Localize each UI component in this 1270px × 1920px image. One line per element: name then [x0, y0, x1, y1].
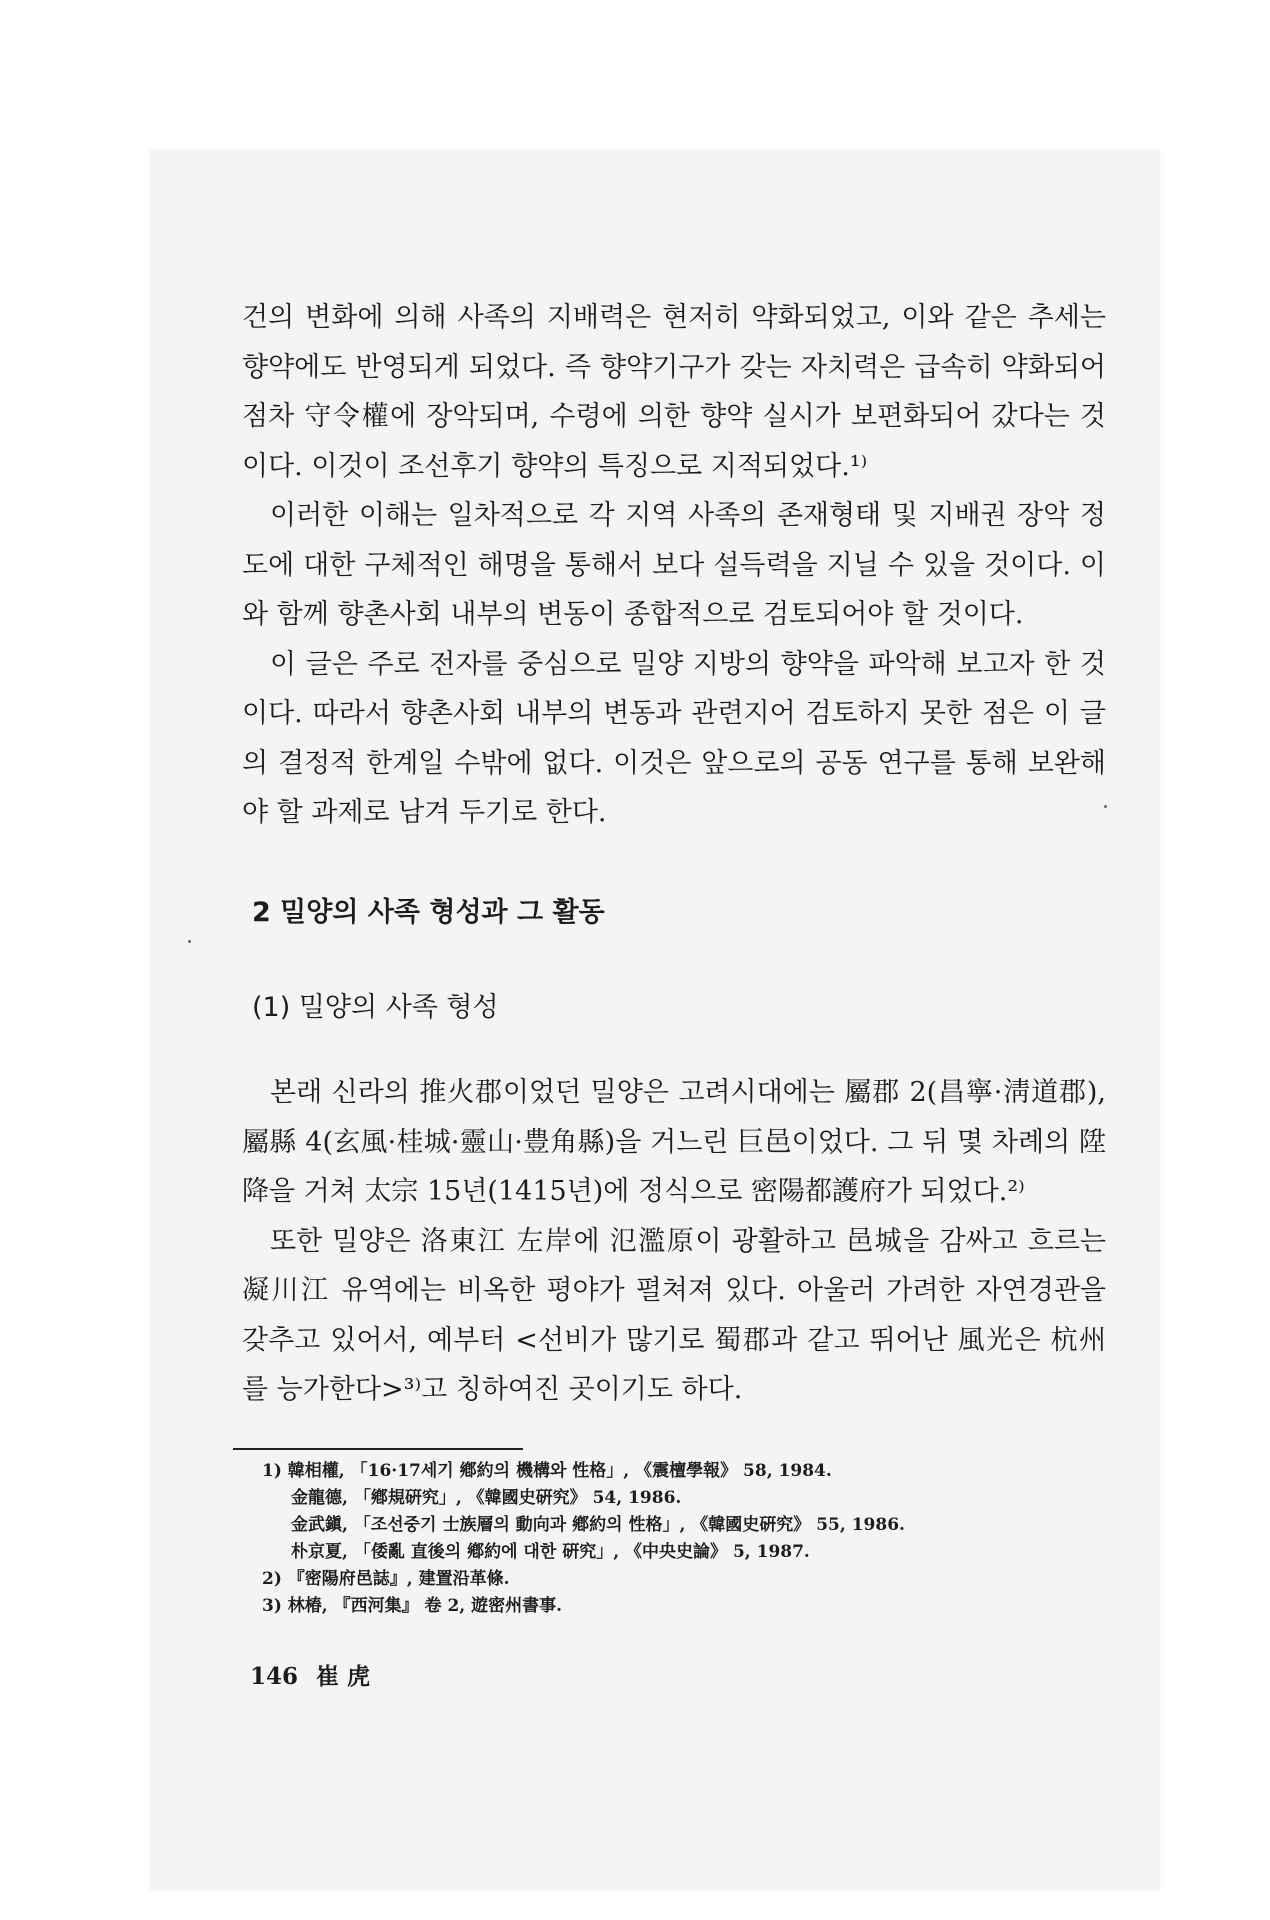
- footnote-item: 1) 韓相權, 「16·17세기 鄕約의 機構와 性格」, 《震檀學報》 58, 1984.: [262, 1461, 832, 1481]
- scan-speck: [1104, 805, 1107, 808]
- footnote-item: 金龍德, 「鄕規硏究」, 《韓國史硏究》 54, 1986.: [291, 1488, 682, 1508]
- footnotes-list: [262, 1458, 1092, 1620]
- author-name: 崔 虎: [316, 1663, 371, 1690]
- top-text-block: [242, 293, 1106, 838]
- section-text-block: [242, 1068, 1106, 1415]
- footnote-item: 2) 『密陽府邑誌』, 建置沿革條.: [262, 1569, 510, 1589]
- paragraph-5: 또한 밀양은 洛東江 左岸에 氾濫原이 광활하고 邑城을 감싸고 흐르는 凝川江 유역에는 비옥한 평야가 펼쳐져 있다. 아울러 가려한 자연경관을 갖추고 있어서, 예부터 <선비가 많기로 蜀郡과 같고 뛰어난 風光은 杭州를 능가한다>³⁾고 칭하여진 곳이기도 하다.: [242, 1225, 1106, 1405]
- page-footer: [250, 1658, 388, 1691]
- paragraph-4: 본래 신라의 推火郡이었던 밀양은 고려시대에는 屬郡 2(昌寧·淸道郡), 屬縣 4(玄風·桂城·靈山·豊角縣)을 거느린 巨邑이었다. 그 뒤 몇 차례의 陞降을 거쳐 太宗 15년(1415년)에 정식으로 密陽都護府가 되었다.²⁾: [242, 1077, 1106, 1207]
- section-heading: 2 밀양의 사족 형성과 그 활동: [252, 897, 605, 928]
- footnote-item: 3) 林椿, 『西河集』 卷 2, 遊密州書事.: [262, 1596, 563, 1616]
- sub-heading: (1) 밀양의 사족 형성: [252, 992, 499, 1023]
- page-number: 146: [250, 1663, 299, 1690]
- paragraph-2: 이러한 이해는 일차적으로 각 지역 사족의 존재형태 및 지배권 장악 정도에 대한 구체적인 해명을 통해서 보다 설득력을 지닐 수 있을 것이다. 이와 함께 향촌사회 내부의 변동이 종합적으로 검토되어야 할 것이다.: [242, 500, 1106, 630]
- paragraph-3: 이 글은 주로 전자를 중심으로 밀양 지방의 향약을 파악해 보고자 한 것이다. 따라서 향촌사회 내부의 변동과 관련지어 검토하지 못한 점은 이 글의 결정적 한계일 수밖에 없다. 이것은 앞으로의 공동 연구를 통해 보완해야 할 과제로 남겨 두기로 한다.: [242, 648, 1106, 828]
- footnote-divider: [233, 1448, 523, 1450]
- footnote-item: 朴京夏, 「倭亂 直後의 鄕約에 대한 硏究」, 《中央史論》 5, 1987.: [291, 1542, 810, 1562]
- paragraph-1: 건의 변화에 의해 사족의 지배력은 현저히 약화되었고, 이와 같은 추세는 향약에도 반영되게 되었다. 즉 향약기구가 갖는 자치력은 급속히 약화되어 점차 守令權에 장악되며, 수령에 의한 향약 실시가 보편화되어 갔다는 것이다. 이것이 조선후기 향약의 특징으로 지적되었다.¹⁾: [242, 302, 1106, 482]
- footnote-item: 金武鎭, 「조선중기 士族層의 動向과 鄕約의 性格」, 《韓國史硏究》 55, 1986.: [291, 1515, 905, 1535]
- scan-speck: [188, 940, 191, 943]
